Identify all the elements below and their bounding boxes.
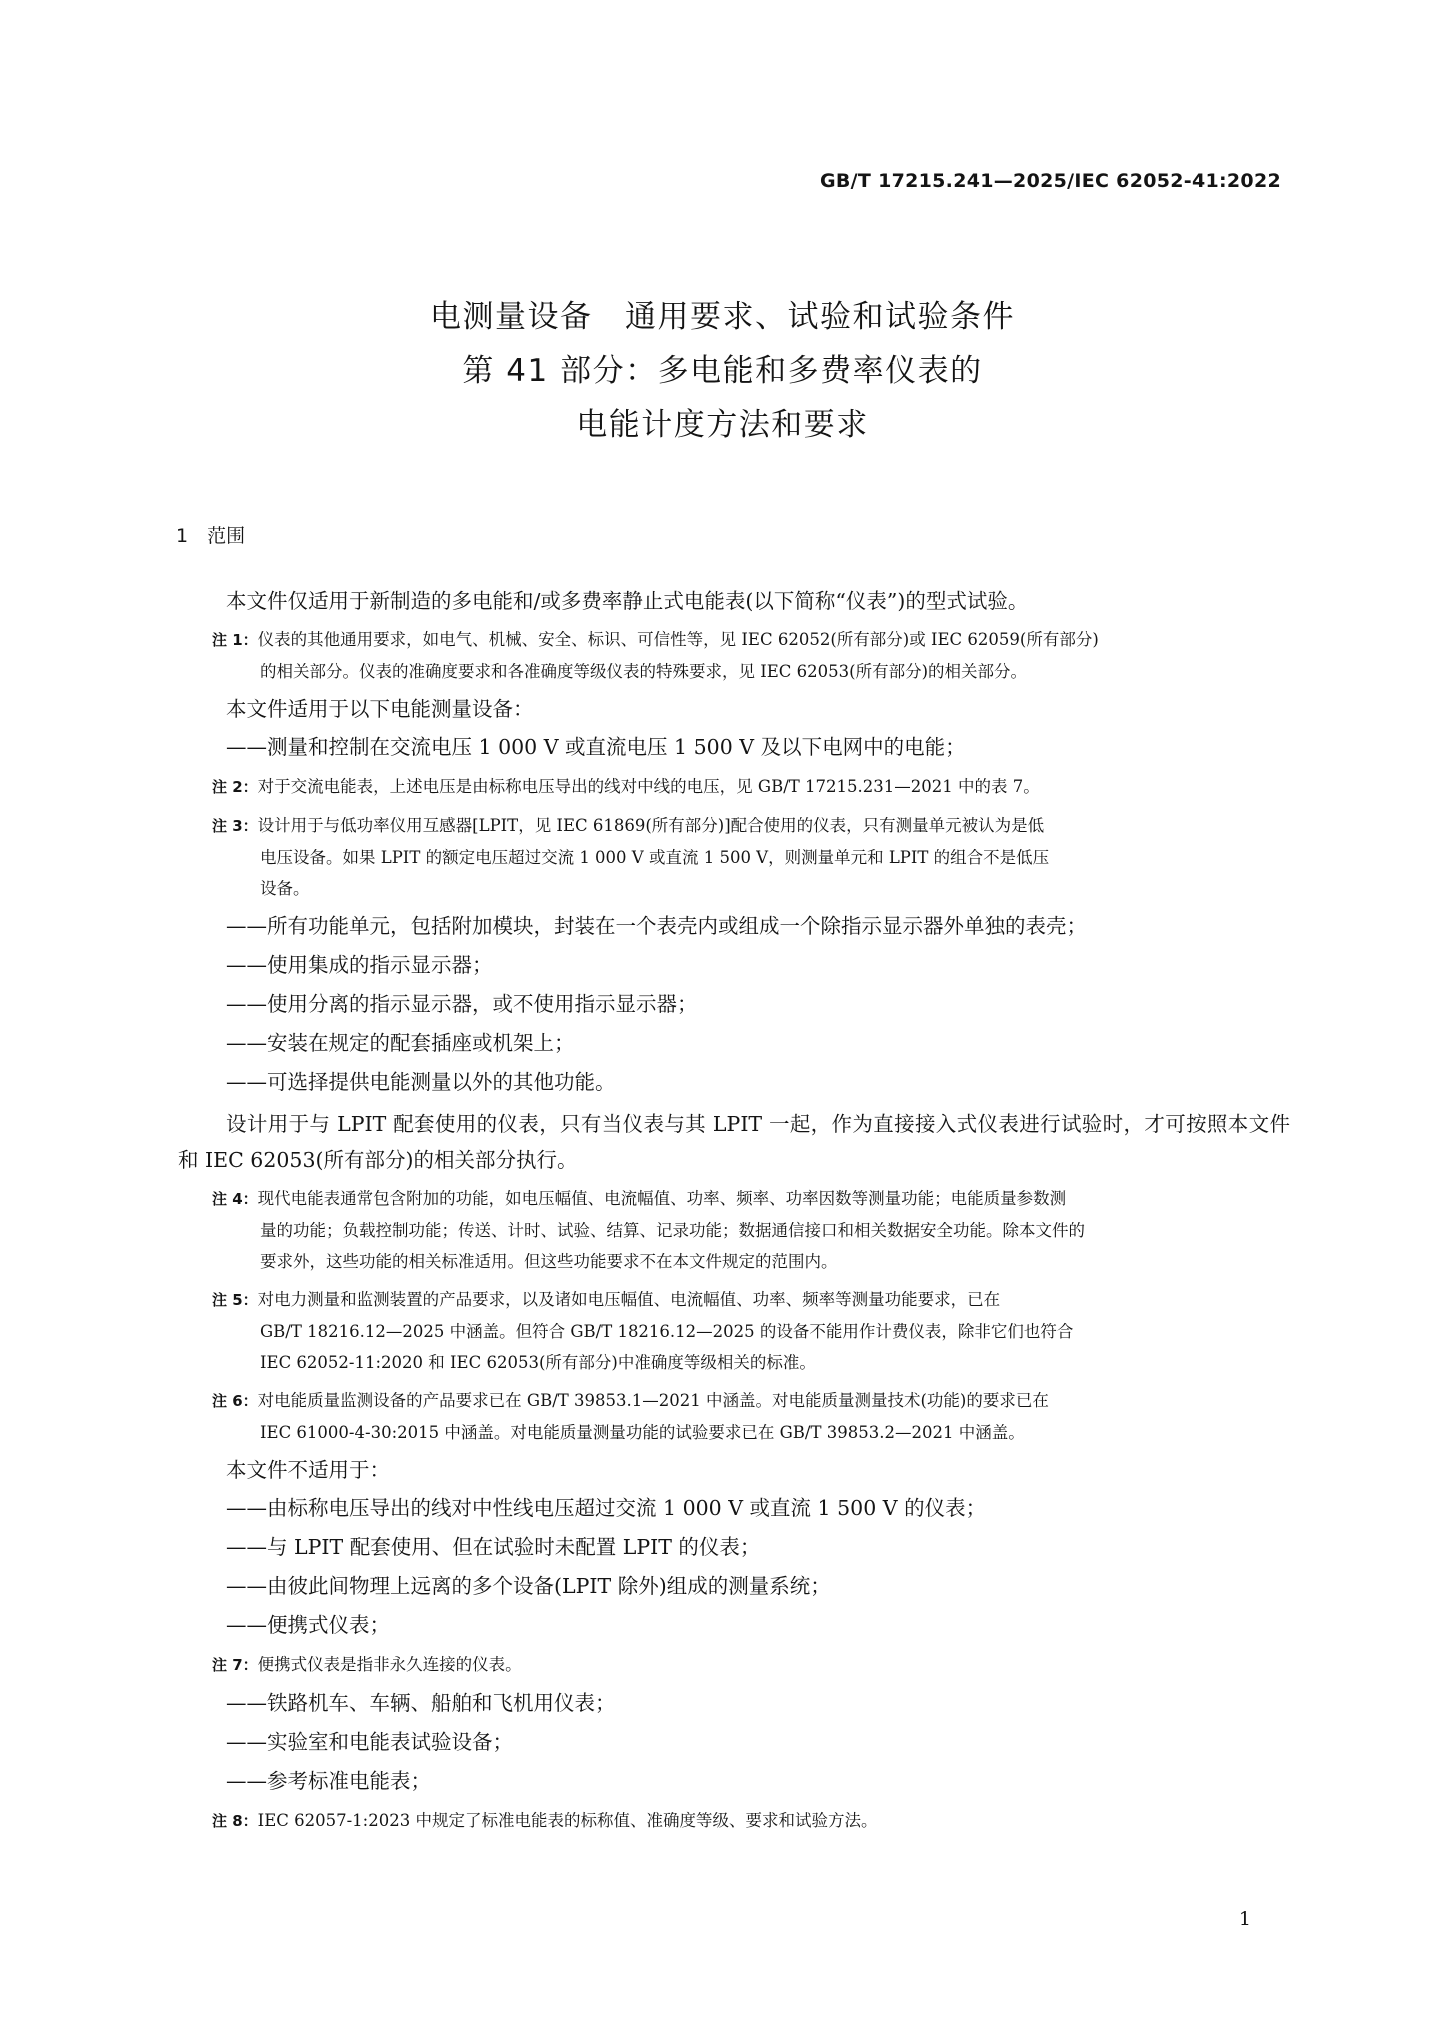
- note-text: IEC 62057-1:2023 中规定了标准电能表的标称值、准确度等级、要求和试验方法。: [257, 1811, 878, 1830]
- paragraph: 本文件不适用于：: [226, 1458, 390, 1482]
- note-text: 设计用于与低功率仪用互感器[LPIT，见 IEC 61869(所有部分)]配合使用的仪表，只有测量单元被认为是低: [257, 816, 1045, 835]
- list-item: ——可选择提供电能测量以外的其他功能。: [226, 1070, 616, 1094]
- note-label: 注 6：: [212, 1392, 258, 1410]
- note-4: [212, 1183, 1287, 1277]
- note-1: [212, 624, 1287, 687]
- note-label: 注 1：: [212, 631, 258, 649]
- note-text: GB/T 18216.12—2025 中涵盖。但符合 GB/T 18216.12—2025 的设备不能用作计费仪表，除非它们也符合: [260, 1322, 1074, 1341]
- list-item: ——测量和控制在交流电压 1 000 V 或直流电压 1 500 V 及以下电网中的电能；: [226, 735, 966, 759]
- paragraph: 本文件适用于以下电能测量设备：: [226, 697, 534, 721]
- title-line-2: 第 41 部分：多电能和多费率仪表的: [462, 353, 983, 389]
- paragraph: 本文件仅适用于新制造的多电能和/或多费率静止式电能表(以下简称“仪表”)的型式试验。: [226, 589, 1029, 613]
- note-text: 对于交流电能表，上述电压是由标称电压导出的线对中线的电压，见 GB/T 17215.231—2021 中的表 7。: [257, 777, 1040, 796]
- list-item: ——实验室和电能表试验设备；: [226, 1730, 513, 1754]
- list-item: ——便携式仪表；: [226, 1613, 390, 1637]
- note-label: 注 7：: [212, 1656, 258, 1674]
- list-item: ——使用集成的指示显示器；: [226, 953, 493, 977]
- note-6: [212, 1385, 1287, 1448]
- note-label: 注 2：: [212, 778, 258, 796]
- scope-content: [0, 586, 1445, 1844]
- paragraph: 设计用于与 LPIT 配套使用的仪表，只有当仪表与其 LPIT 一起，作为直接接入式仪表进行试验时，才可按照本文件和 IEC 62053(所有部分)的相关部分执行。: [178, 1112, 1290, 1172]
- note-text: 仪表的其他通用要求，如电气、机械、安全、标识、可信性等，见 IEC 62052(所有部分)或 IEC 62059(所有部分): [257, 630, 1099, 649]
- note-text: 现代电能表通常包含附加的功能，如电压幅值、电流幅值、功率、频率、功率因数等测量功能；电能质量参数测: [257, 1189, 1067, 1208]
- note-label: 注 3：: [212, 817, 258, 835]
- note-2: [212, 771, 1287, 803]
- title-line-1: 电测量设备 通用要求、试验和试验条件: [430, 299, 1015, 335]
- note-text: IEC 62052-11:2020 和 IEC 62053(所有部分)中准确度等级相关的标准。: [260, 1353, 816, 1372]
- list-item: ——由标称电压导出的线对中性线电压超过交流 1 000 V 或直流 1 500 V 的仪表；: [226, 1496, 987, 1520]
- list-item: ——使用分离的指示显示器，或不使用指示显示器；: [226, 992, 698, 1016]
- list-item: ——与 LPIT 配套使用、但在试验时未配置 LPIT 的仪表；: [226, 1535, 761, 1559]
- list-item: ——安装在规定的配套插座或机架上；: [226, 1031, 575, 1055]
- note-text: 要求外，这些功能的相关标准适用。但这些功能要求不在本文件规定的范围内。: [260, 1252, 838, 1271]
- list-item: ——铁路机车、车辆、船舶和飞机用仪表；: [226, 1691, 616, 1715]
- note-label: 注 4：: [212, 1190, 258, 1208]
- note-8: [212, 1805, 1287, 1837]
- standard-code: GB/T 17215.241—2025/IEC 62052-41:2022: [819, 170, 1281, 192]
- note-label: 注 5：: [212, 1291, 258, 1309]
- note-text: 便携式仪表是指非永久连接的仪表。: [257, 1655, 522, 1674]
- note-5: [212, 1284, 1287, 1378]
- note-text: 对电能质量监测设备的产品要求已在 GB/T 39853.1—2021 中涵盖。对电能质量测量技术(功能)的要求已在: [257, 1391, 1049, 1410]
- page-number: 1: [1238, 1908, 1251, 1930]
- note-text: 对电力测量和监测装置的产品要求，以及诸如电压幅值、电流幅值、功率、频率等测量功能要求，已在: [257, 1290, 1001, 1309]
- note-text: 电压设备。如果 LPIT 的额定电压超过交流 1 000 V 或直流 1 500 V，则测量单元和 LPIT 的组合不是低压: [260, 848, 1050, 867]
- note-text: IEC 61000-4-30:2015 中涵盖。对电能质量测量功能的试验要求已在 GB/T 39853.2—2021 中涵盖。: [260, 1423, 1025, 1442]
- note-text: 的相关部分。仪表的准确度要求和各准确度等级仪表的特殊要求，见 IEC 62053(所有部分)的相关部分。: [260, 662, 1028, 681]
- note-text: 量的功能；负载控制功能；传送、计时、试验、结算、记录功能；数据通信接口和相关数据安全功能。除本文件的: [260, 1221, 1085, 1240]
- note-label: 注 8：: [212, 1812, 258, 1830]
- list-item: ——参考标准电能表；: [226, 1769, 431, 1793]
- list-item: ——所有功能单元，包括附加模块，封装在一个表壳内或组成一个除指示显示器外单独的表壳；: [226, 914, 1087, 938]
- note-text: 设备。: [260, 879, 310, 898]
- note-3: [212, 810, 1287, 904]
- list-item: ——由彼此间物理上远离的多个设备(LPIT 除外)组成的测量系统；: [226, 1574, 831, 1598]
- document-title: [0, 290, 1445, 452]
- section-heading-scope: 1 范围: [176, 525, 246, 547]
- title-line-3: 电能计度方法和要求: [576, 407, 869, 443]
- note-7: [212, 1649, 1287, 1681]
